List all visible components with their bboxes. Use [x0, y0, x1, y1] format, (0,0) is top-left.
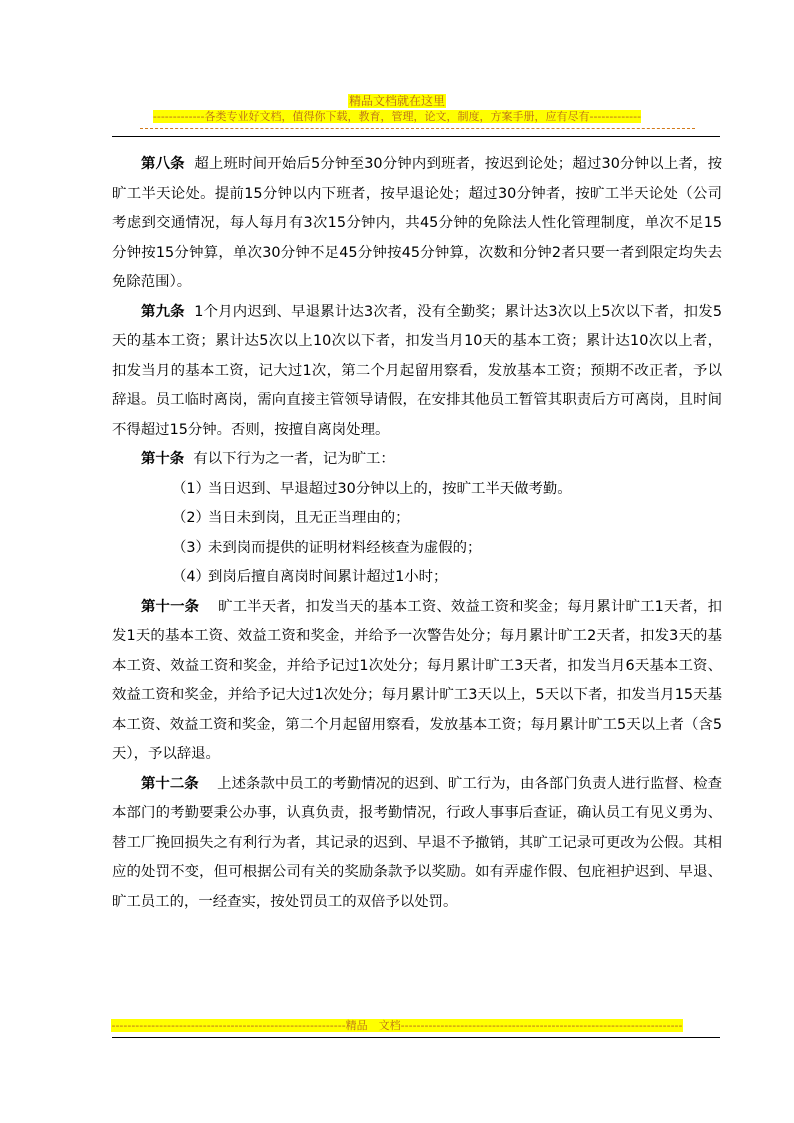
article-label: 第十条: [141, 451, 185, 467]
list-item-text: 当日未到岗，且无正当理由的；: [208, 510, 410, 526]
list-item: [112, 504, 722, 534]
article-label: 第十二条: [141, 775, 199, 792]
list-item-text: 到岗后擅自离岗时间累计超过1小时；: [208, 569, 448, 585]
list-item-number: （4）: [172, 569, 210, 585]
article-9: [112, 298, 722, 446]
list-item: [112, 534, 722, 564]
list-item-text: 当日迟到、早退超过30分钟以上的，按旷工半天做考勤。: [208, 480, 572, 497]
article-label: 第八条: [141, 156, 185, 172]
article-12: [112, 770, 722, 918]
header-dashed-divider: [140, 128, 695, 133]
list-item-number: （2）: [172, 510, 210, 526]
article-10: [112, 445, 722, 475]
list-item-text: 未到岗而提供的证明材料经核查为虚假的；: [208, 539, 482, 556]
article-label: 第十一条: [141, 598, 200, 615]
article-text: 1个月内迟到、早退累计达3次者，没有全勤奖；累计达3次以上5次以下者，扣发5天的基本工资；累计达5次以上10次以下者，扣发当月10天的基本工资；累计达10次以上者，扣发当月的基本工资，记大过1次，第二个月起留用察看，发放基本工资；预期不改正者，予以辞退。员工临时离岗，需向直接主管领导请假，在安排其他员工暂管其职责后方可离岗，且时间不得超过15分钟。否则，按擅自离岗处理。: [112, 303, 722, 438]
header-rule: [112, 136, 720, 137]
article-8: [112, 150, 722, 298]
list-item-number: （1）: [172, 480, 210, 497]
article-text: 旷工半天者，扣发当天的基本工资、效益工资和奖金；每月累计旷工1天者，扣发1天的基本工资、效益工资和奖金，并给予一次警告处分；每月累计旷工2天者，扣发3天的基本工资、效益工资和奖金，并给予记过1次处分；每月累计旷工3天者，扣发当月6天基本工资、效益工资和奖金，并给予记大过1次处分；每月累计旷工3天以上，5天以下者，扣发当月15天基本工资、效益工资和奖金，第二个月起留用察看，发放基本工资；每月累计旷工5天以上者（含5天），予以辞退。: [112, 598, 722, 762]
article-text: 有以下行为之一者，记为旷工：: [193, 451, 395, 467]
article-label: 第九条: [141, 303, 185, 320]
footer-text: -----------------------------------------------------------精品 文档-----------------------------------------------------------------------: [111, 1019, 683, 1032]
document-body: [112, 150, 722, 917]
article-text: 超上班时间开始后5分钟至30分钟内到班者，按迟到论处；超过30分钟以上者，按旷工半天论处。提前15分钟以内下班者，按早退论处；超过30分钟者，按旷工半天论处（公司考虑到交通情况，每人每月有3次15分钟内，共45分钟的免除法人性化管理制度，单次不足15分钟按15分钟算，单次30分钟不足45分钟按45分钟算，次数和分钟2者只要一者到限定均失去免除范围）。: [112, 156, 722, 290]
header-title: 精品文档就在这里: [348, 94, 445, 108]
article-11: [112, 593, 722, 770]
list-item-number: （3）: [172, 539, 210, 556]
article-text: 上述条款中员工的考勤情况的迟到、旷工行为，由各部门负责人进行监督、检查本部门的考勤要秉公办事，认真负责，报考勤情况，行政人事事后查证，确认员工有见义勇为、替工厂挽回损失之有利行为者，其记录的迟到、早退不予撤销，其旷工记录可更改为公假。其相应的处罚不变，但可根据公司有关的奖励条款予以奖励。如有弄虚作假、包庇袒护迟到、早退、旷工员工的，一经查实，按处罚员工的双倍予以处罚。: [112, 775, 722, 910]
list-item: [112, 475, 722, 505]
header-subtitle: -------------各类专业好文档，值得你下载，教育，管理，论文，制度，方案手册，应有尽有-------------: [152, 110, 642, 123]
footer-rule: [112, 1037, 720, 1038]
list-item: [112, 563, 722, 593]
